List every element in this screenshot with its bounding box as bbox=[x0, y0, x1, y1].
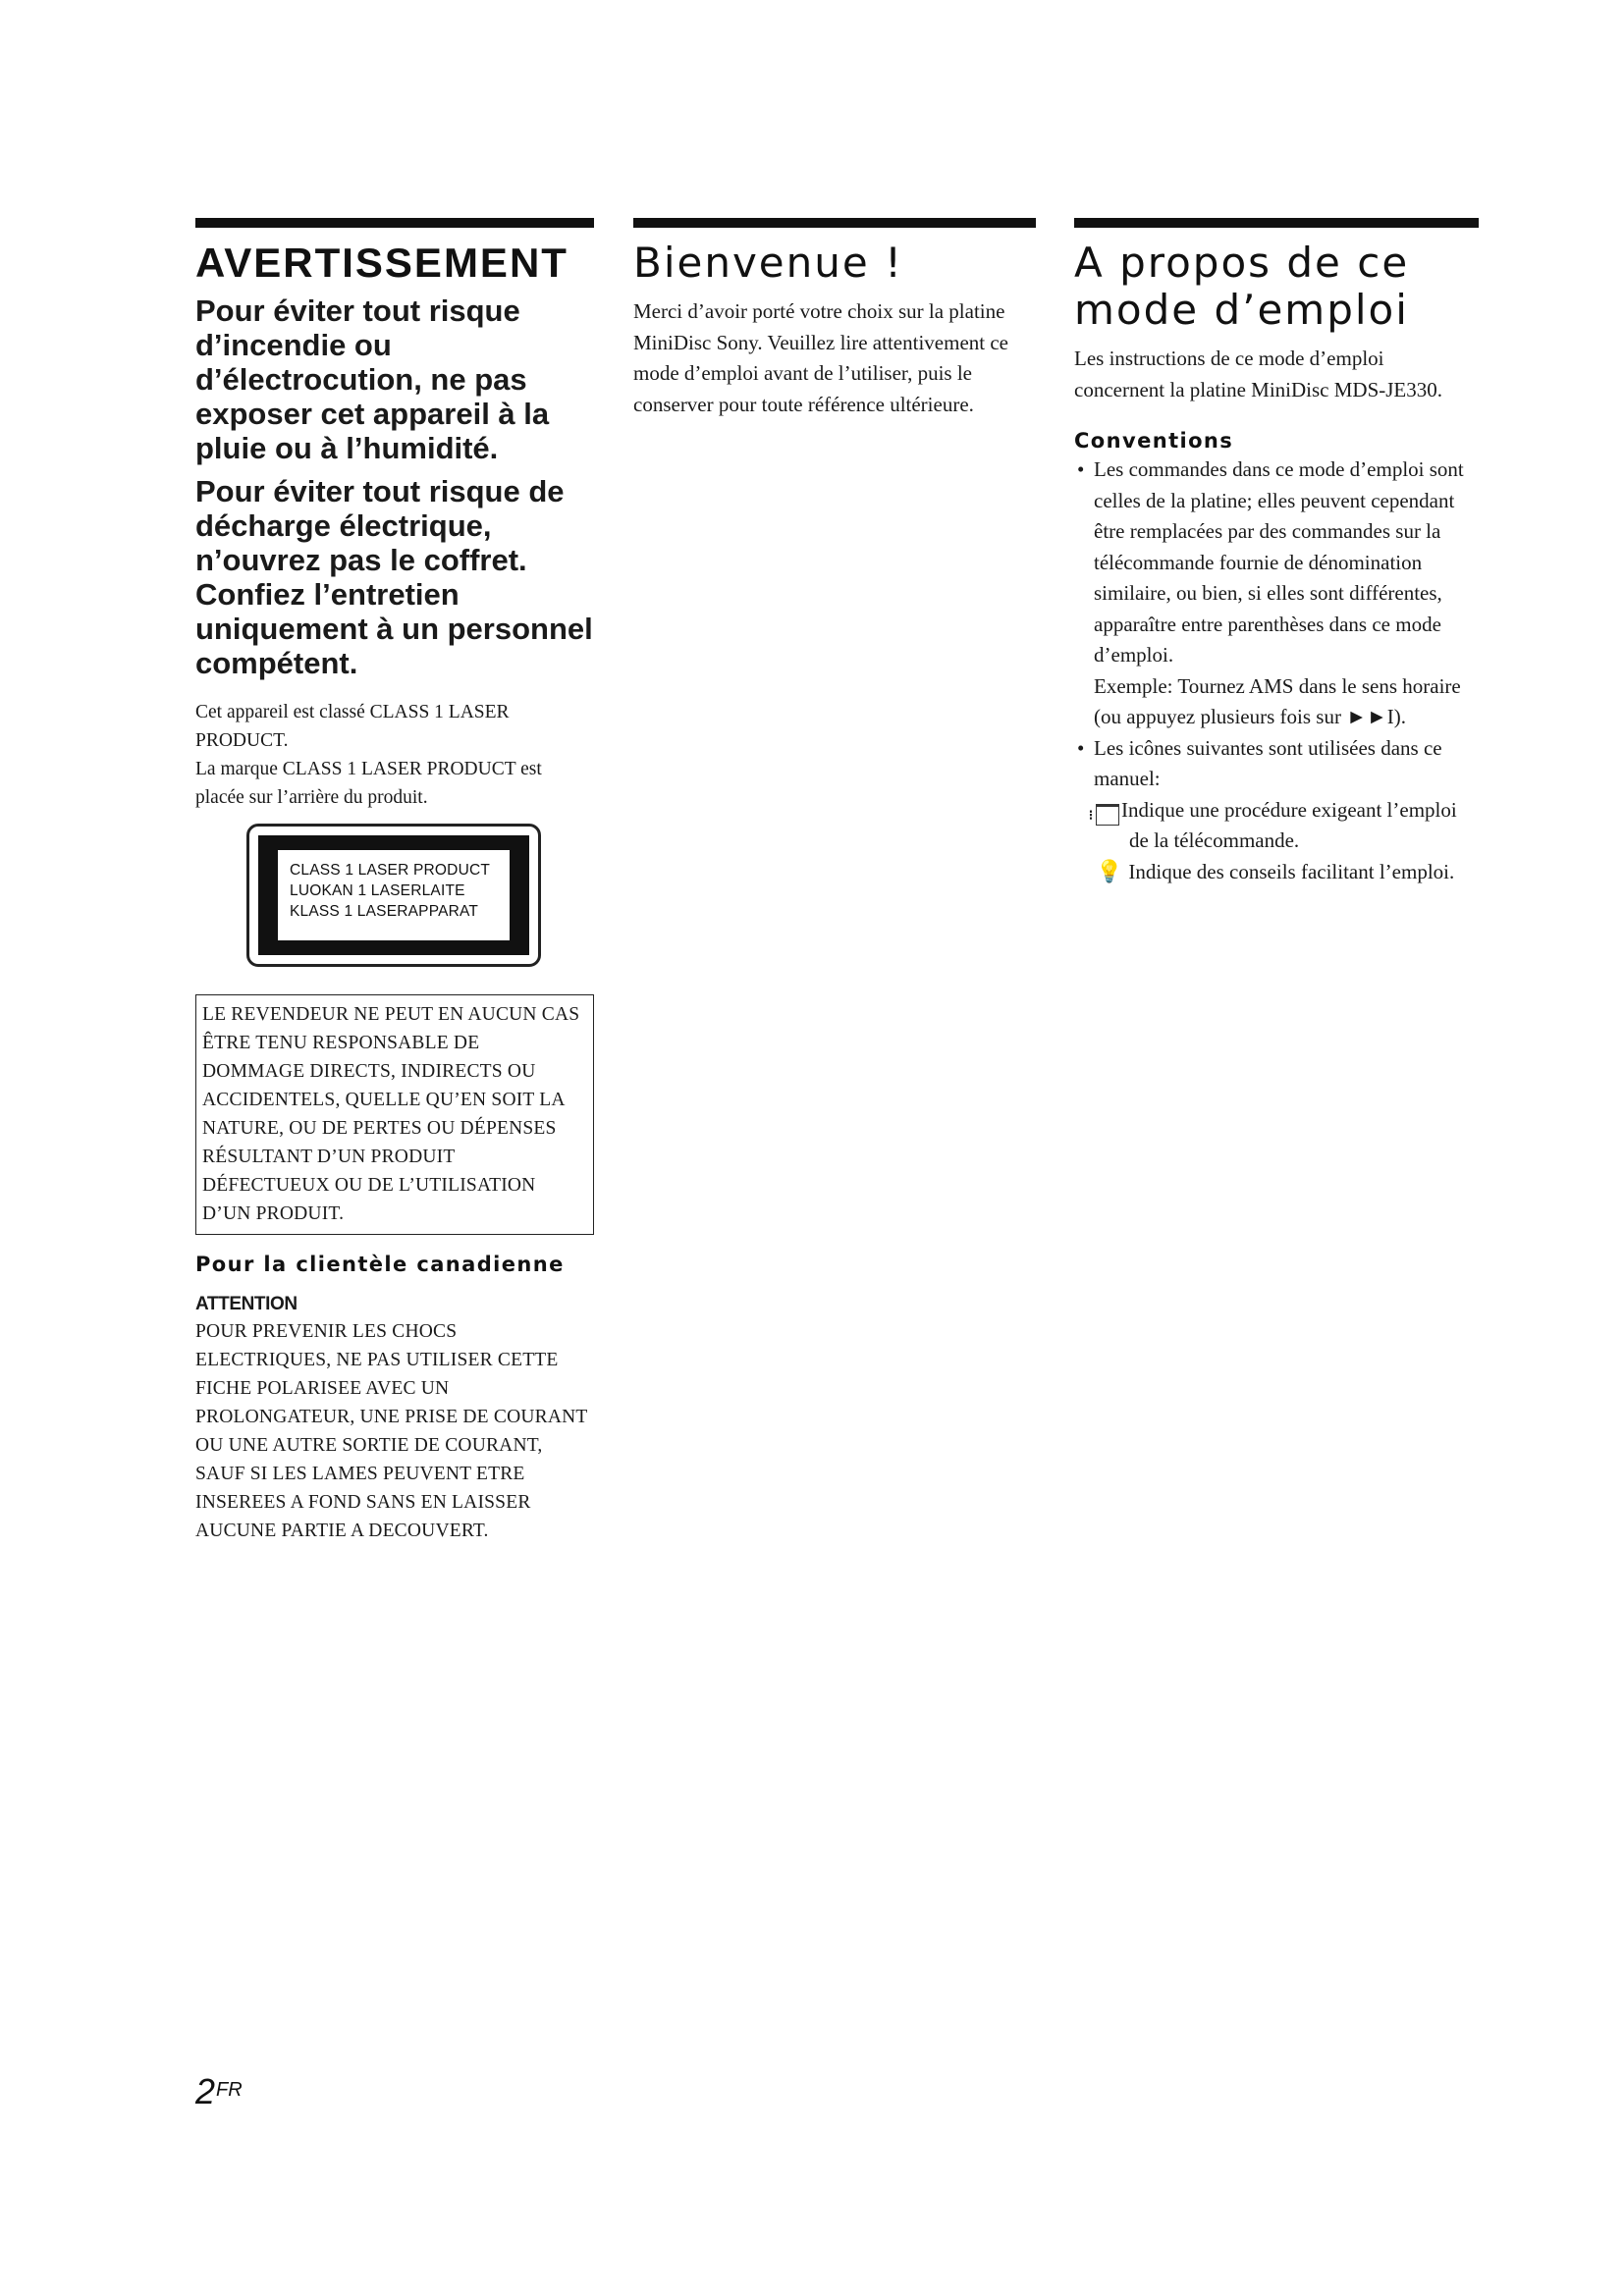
laser-label bbox=[246, 824, 541, 967]
avertissement-column bbox=[195, 218, 594, 1545]
apropos-title bbox=[1074, 240, 1479, 334]
icon2-text: Indique des conseils facilitant l’emploi. bbox=[1128, 859, 1455, 883]
bienvenue-column bbox=[633, 218, 1036, 420]
remote-control-icon: ⁝ bbox=[1096, 804, 1119, 826]
conventions-list bbox=[1074, 454, 1479, 887]
bienvenue-text: Merci d’avoir porté votre choix sur la platine MiniDisc Sony. Veuillez lire attentivement ce mode d’emploi avant de l’utiliser, puis le conserver pour toute référence ultérieure. bbox=[633, 299, 1008, 416]
bienvenue-title: Bienvenue ! bbox=[633, 239, 903, 287]
section-rule bbox=[633, 218, 1036, 228]
attention-text: POUR PREVENIR LES CHOCS ELECTRIQUES, NE PAS UTILISER CETTE FICHE POLARISEE AVEC UN PROLONGATEUR, UNE PRISE DE COURANT OU UNE AUTRE SORTIE DE COURANT, SAUF SI LES LAMES PEUVENT ETRE INSEREES A FOND SANS EN LAISSER AUCUNE PARTIE A DECOUVERT. bbox=[195, 1321, 588, 1541]
warning-shock: Pour éviter tout risque de décharge électrique, n’ouvrez pas le coffret. Confiez l’entretien uniquement à un personnel compétent. bbox=[195, 474, 593, 680]
list-item bbox=[1074, 454, 1479, 733]
class-text-2: La marque CLASS 1 LASER PRODUCT est placée sur l’arrière du produit. bbox=[195, 759, 542, 808]
apropos-title-line: A propos de ce bbox=[1074, 239, 1410, 287]
list-item bbox=[1074, 733, 1479, 888]
canada-heading: Pour la clientèle canadienne bbox=[195, 1253, 565, 1276]
section-rule bbox=[195, 218, 594, 228]
apropos-intro: Les instructions de ce mode d’emploi concernent la platine MiniDisc MDS-JE330. bbox=[1074, 347, 1443, 401]
laser-label-line: KLASS 1 LASERAPPARAT bbox=[290, 903, 479, 920]
icon1-text: Indique une procédure exigeant l’emploi de la télécommande. bbox=[1121, 797, 1457, 852]
convention-bullet-1: Les commandes dans ce mode d’emploi sont celles de la platine; elles peuvent cependant être remplacées par des commandes sur la télécommande fournie de dénomination similaire, ou bien, si elles sont différentes, apparaître entre parenthèses dans ce mode d’emploi. bbox=[1094, 457, 1464, 667]
icon-line-tip bbox=[1094, 857, 1479, 888]
disclaimer-box bbox=[195, 994, 594, 1235]
laser-label-line: LUOKAN 1 LASERLAITE bbox=[290, 882, 465, 899]
attention-heading: ATTENTION bbox=[195, 1294, 298, 1314]
icon-line-remote bbox=[1088, 795, 1479, 857]
apropos-title-line: mode d’emploi bbox=[1074, 286, 1409, 334]
warning-fire: Pour éviter tout risque d’incendie ou d’électrocution, ne pas exposer cet appareil à la pluie ou à l’humidité. bbox=[195, 294, 550, 465]
page-number-suffix: FR bbox=[216, 2079, 243, 2101]
avertissement-title: AVERTISSEMENT bbox=[195, 240, 568, 286]
laser-label-line: CLASS 1 LASER PRODUCT bbox=[290, 862, 491, 879]
page-number-value: 2 bbox=[195, 2071, 216, 2111]
class-text-1: Cet appareil est classé CLASS 1 LASER PRODUCT. bbox=[195, 702, 510, 751]
section-rule bbox=[1074, 218, 1479, 228]
disclaimer-text: LE REVENDEUR NE PEUT EN AUCUN CAS ÊTRE TENU RESPONSABLE DE DOMMAGE DIRECTS, INDIRECTS OU ACCIDENTELS, QUELLE QU’EN SOIT LA NATURE, OU DE PERTES OU DÉPENSES RÉSULTANT D’UN PRODUIT DÉFECTUEUX OU DE L’UTILISATION D’UN PRODUIT. bbox=[202, 1004, 580, 1224]
apropos-column bbox=[1074, 218, 1479, 887]
conventions-heading: Conventions bbox=[1074, 429, 1234, 453]
convention-bullet-2: Les icônes suivantes sont utilisées dans ce manuel: bbox=[1094, 735, 1442, 790]
convention-example: Exemple: Tournez AMS dans le sens horaire (ou appuyez plusieurs fois sur ►►I). bbox=[1094, 673, 1461, 728]
lightbulb-tip-icon: 💡 bbox=[1096, 859, 1123, 884]
page-number bbox=[195, 2071, 243, 2112]
